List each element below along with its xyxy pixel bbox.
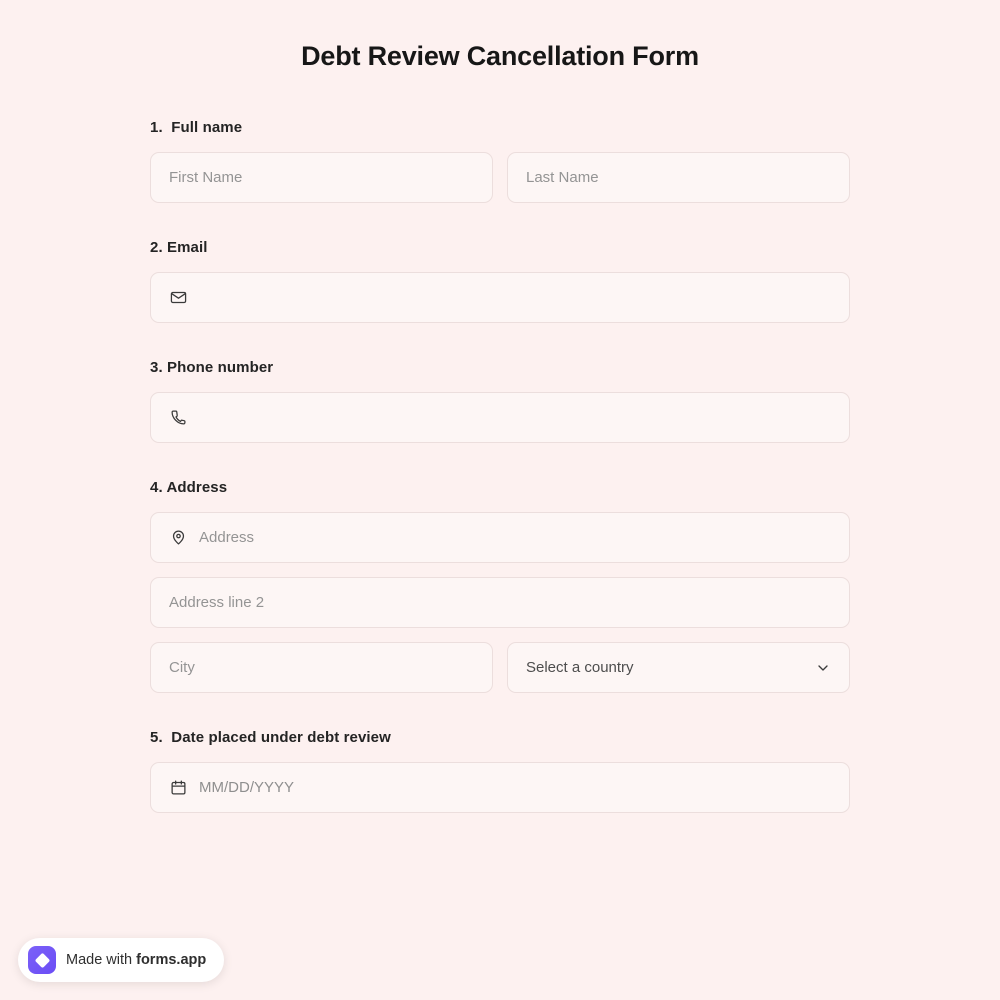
question-number: 3. <box>150 359 163 376</box>
phone-icon <box>169 409 187 427</box>
chevron-down-icon <box>815 660 831 676</box>
date-placeholder: MM/DD/YYYY <box>199 779 295 796</box>
question-text: Address <box>166 479 228 496</box>
date-input[interactable] <box>150 762 850 813</box>
badge-brand: forms.app <box>136 952 207 968</box>
question-label-address <box>150 479 850 496</box>
question-label-date <box>150 729 850 746</box>
phone-number-input[interactable] <box>150 392 850 443</box>
badge-label <box>66 952 206 968</box>
location-pin-icon <box>169 529 187 547</box>
first-name-input[interactable] <box>150 152 493 203</box>
badge-prefix: Made with <box>66 952 137 968</box>
question-full-name <box>150 119 850 203</box>
calendar-icon <box>169 779 187 797</box>
address-line1-input[interactable] <box>150 512 850 563</box>
question-text: Phone number <box>167 359 274 376</box>
forms-app-logo-icon <box>28 946 56 974</box>
last-name-placeholder: Last Name <box>526 169 599 186</box>
question-number: 5. <box>150 729 163 746</box>
first-name-placeholder: First Name <box>169 169 243 186</box>
city-input[interactable] <box>150 642 493 693</box>
question-phone-number <box>150 359 850 443</box>
page-title: Debt Review Cancellation Form <box>301 41 699 71</box>
question-address <box>150 479 850 693</box>
full-name-row <box>150 152 850 203</box>
address-stack <box>150 512 850 693</box>
question-label-phone-number <box>150 359 850 376</box>
question-date-placed-under-debt-review <box>150 729 850 813</box>
question-label-email <box>150 239 850 256</box>
form-body <box>150 72 850 813</box>
question-label-full-name <box>150 119 850 136</box>
city-country-row <box>150 642 850 693</box>
city-placeholder: City <box>169 659 195 676</box>
question-email <box>150 239 850 323</box>
country-select[interactable] <box>507 642 850 693</box>
question-number: 2. <box>150 239 163 256</box>
address-line1-placeholder: Address <box>199 529 255 546</box>
question-text: Email <box>167 239 208 256</box>
envelope-icon <box>169 289 187 307</box>
question-text: Date placed under debt review <box>171 729 391 746</box>
address-line2-placeholder: Address line 2 <box>169 594 265 611</box>
email-input[interactable] <box>150 272 850 323</box>
last-name-input[interactable] <box>507 152 850 203</box>
question-text: Full name <box>171 119 243 136</box>
address-line2-input[interactable] <box>150 577 850 628</box>
question-number: 4. <box>150 479 163 496</box>
country-select-value: Select a country <box>526 659 634 676</box>
question-number: 1. <box>150 119 163 136</box>
made-with-forms-app-badge[interactable] <box>18 938 224 982</box>
